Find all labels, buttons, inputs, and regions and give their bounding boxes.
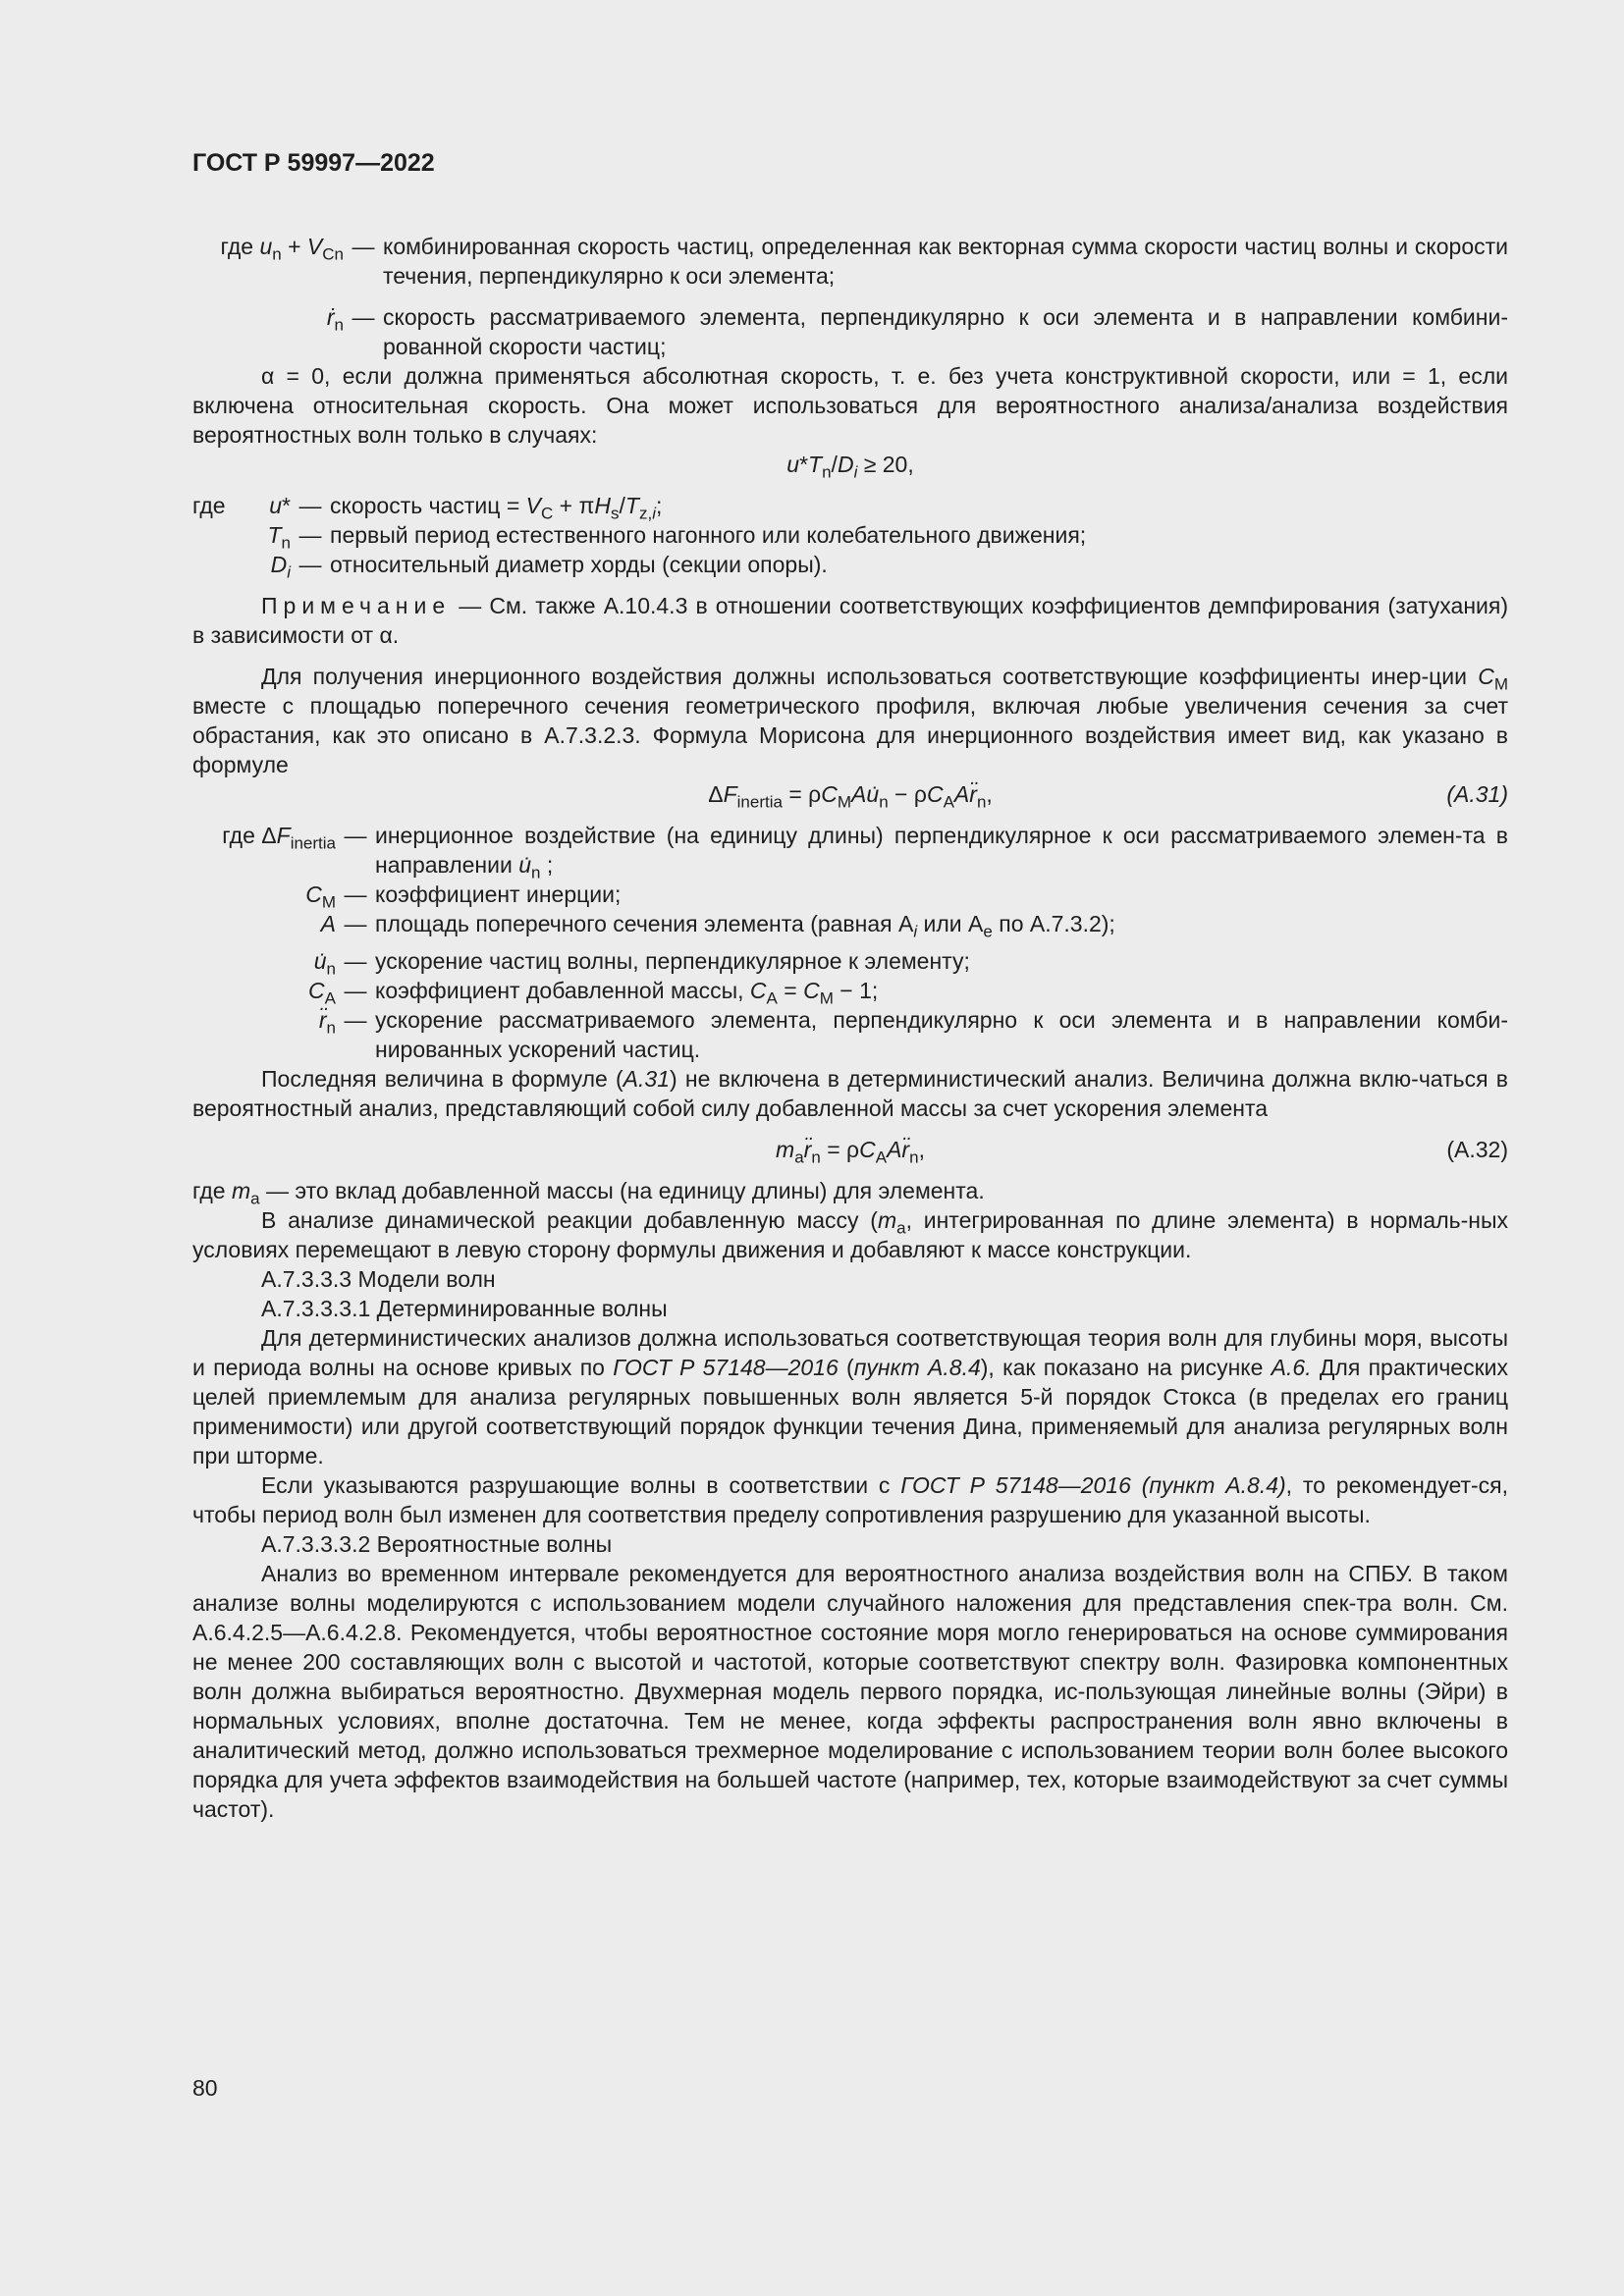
def-text: коэффициент добавленной массы, bbox=[375, 978, 744, 1003]
note-text: — См. также А.10.4.3 в отношении соответствующих коэффициентов демпфирования (затухания) в зависимости от α. bbox=[192, 593, 1508, 648]
paragraph-inertia: Для получения инерционного воздействия должны использоваться соответствующие коэффициенты инер-ции $C_M$ вместе с площадью поперечного сечения геометрического профиля, включая любые увеличения сечения за счет обрастания, как это описано в А.7.3.2.3. Формула Морисона для инерционного воздействия имеет вид, как указано в формуле bbox=[192, 664, 1508, 777]
def-text: комбинированная скорость частиц, определенная как векторная сумма скорости частиц волны и скорости течения, перпендикулярно к оси элемента; bbox=[383, 234, 1508, 289]
def-symbol: ṙ$_n$ bbox=[326, 304, 344, 335]
def-row: где $u_n + V_{Cn}$ — комбинированная скорость частиц, определенная как векторная сумма скорости частиц волны и скорости течения, перпендикулярно к оси элемента; bbox=[192, 232, 1508, 291]
equation-number: (А.32) bbox=[1446, 1137, 1508, 1162]
def-text: инерционное воздействие (на единицу длины) перпендикулярное к оси рассматриваемого элемен-та в направлении bbox=[375, 823, 1508, 878]
def-symbol: где $\Delta F_{inertia}$ bbox=[222, 823, 336, 853]
def-symbol: A bbox=[320, 911, 336, 936]
def-row: где u* — скорость частиц = $V_C + \pi H_s/T_{z,i}$; bbox=[192, 493, 663, 523]
def-row: где $\Delta F_{inertia}$ — инерционное воздействие (на единицу длины) перпендикулярное к оси рассматриваемого элемен-та в направлении $u̇_n$ ; bbox=[192, 821, 1508, 880]
heading-deterministic-waves: А.7.3.3.3.1 Детерминированные волны bbox=[261, 1296, 668, 1321]
def-symbol: $C_M$ bbox=[305, 881, 336, 912]
paragraph-alpha: α = 0, если должна применяться абсолютная скорость, т. е. без учета конструктивной скорости, или = 1, если включена относительная скорость. Она может использоваться для вероятностного анализа/анализа воздействия вероятностных волн только в случаях: bbox=[192, 363, 1508, 448]
def-row: $C_A$ — коэффициент добавленной массы, $C_A = C_M - 1$; bbox=[192, 976, 1508, 1005]
page-number: 80 bbox=[192, 2075, 218, 2101]
def-row: $D_i$ — относительный диаметр хорды (секции опоры). bbox=[192, 550, 1508, 579]
paragraph-dynamic: В анализе динамической реакции добавленную массу ($m_a$, интегрированная по длине элемента) в нормаль-ных условиях перемещают в левую сторону формулы движения и добавляют к массе конструкции. bbox=[192, 1207, 1508, 1262]
paragraph-breaking-waves: Если указываются разрушающие волны в соответствии с ГОСТ Р 57148—2016 (пункт А.8.4), то рекомендует-ся, чтобы период волн был изменен для соответствия пределу сопротивления разрушению для указанной высоты. bbox=[192, 1472, 1509, 1527]
def-text: скорость частиц = bbox=[330, 493, 520, 518]
def-text: относительный диаметр хорды (секции опоры). bbox=[330, 552, 828, 577]
paragraph-ma: где $m_a$ — это вклад добавленной массы (на единицу длины) для элемента. bbox=[192, 1178, 985, 1208]
paragraph-deterministic: Для детерминистических анализов должна использоваться соответствующая теория волн для глубины моря, высоты и периода волны на основе кривых по ГОСТ Р 57148—2016 (пункт А.8.4), как показано на рисунке А.6. Для практических целей приемлемым для анализа регулярных повышенных волн является 5-й порядок Стокса (в пределах его границ применимости) или другой соответствующий порядок функции течения Дина, применяемый для анализа регулярных волн при шторме. bbox=[192, 1325, 1509, 1468]
equation-a31: $\Delta F_{inertia}$ = $\rho C_MAu̇_n$ − $\rho C_AAr̈_n$, (A.31) bbox=[708, 781, 1508, 812]
def-row: $C_M$ — коэффициент инерции; bbox=[192, 880, 1508, 909]
document-header: ГОСТ Р 59997—2022 bbox=[192, 149, 435, 177]
where-label: где bbox=[192, 493, 226, 518]
paragraph-last-value: Последняя величина в формуле (А.31) не включена в детерминистический анализ. Величина должна вклю-чаться в вероятностный анализ, представляющий собой силу добавленной массы за счет ускорения элемента bbox=[192, 1066, 1508, 1121]
def-text: скорость рассматриваемого элемента, перпендикулярно к оси элемента и в направлении комбини-рованной скорости частиц; bbox=[383, 304, 1508, 359]
def-text: ускорение рассматриваемого элемента, перпендикулярно к оси элемента и в направлении комби-нированных ускорений частиц. bbox=[375, 1007, 1508, 1062]
def-row: A — площадь поперечного сечения элемента (равная $A_i$ или $A_e$ по А.7.3.2); bbox=[192, 909, 1508, 938]
def-text: ускорение частиц волны, перпендикулярное к элементу; bbox=[375, 948, 970, 974]
def-symbol: где $u_n + V_{Cn}$ bbox=[220, 234, 344, 264]
def-text: первый период естественного нагонного или колебательного движения; bbox=[330, 522, 1087, 548]
def-row: $u̇_n$ — ускорение частиц волны, перпендикулярное к элементу; bbox=[192, 946, 1508, 976]
formula-condition: $u*T_n/D_i \ge 20$, bbox=[786, 452, 914, 482]
def-row: $T_n$ — первый период естественного нагонного или колебательного движения; bbox=[192, 520, 1508, 550]
note bbox=[192, 591, 1508, 650]
equation-a32: $m_ar̈_n$ = $\rho C_AAr̈_n$, (А.32) bbox=[776, 1137, 1508, 1167]
equation-number: (A.31) bbox=[1446, 781, 1508, 807]
def-row: ṙ$_n$ — скорость рассматриваемого элемента, перпендикулярно к оси элемента и в направлении комбини-рованной скорости частиц; bbox=[192, 302, 1508, 361]
def-symbol: $u̇_n$ bbox=[313, 948, 336, 979]
document-body bbox=[192, 232, 1508, 1824]
def-symbol: $D_i$ bbox=[270, 552, 291, 582]
document-page bbox=[192, 0, 1508, 2296]
def-row: $r̈_n$ — ускорение рассматриваемого элемента, перпендикулярно к оси элемента и в направлении комби-нированных ускорений частиц. bbox=[192, 1005, 1508, 1064]
def-symbol: $T_n$ bbox=[267, 522, 291, 553]
heading-wave-models: А.7.3.3.3 Модели волн bbox=[261, 1266, 496, 1292]
note-label: Примечание bbox=[261, 593, 452, 618]
def-text: коэффициент инерции; bbox=[375, 881, 622, 907]
heading-probabilistic-waves: А.7.3.3.3.2 Вероятностные волны bbox=[261, 1531, 613, 1557]
def-symbol: $C_A$ bbox=[308, 978, 336, 1008]
def-text: площадь поперечного сечения элемента (равная bbox=[375, 911, 893, 936]
def-symbol: $r̈_n$ bbox=[318, 1007, 336, 1038]
paragraph-probabilistic: Анализ во временном интервале рекомендуется для вероятностного анализа воздействия волн на СПБУ. В таком анализе волны моделируются с использованием модели случайного наложения для представления спек-тра волн. См. А.6.4.2.5—А.6.4.2.8. Рекомендуется, чтобы вероятностное состояние моря могло генерироваться на основе суммирования не менее 200 составляющих волн с высотой и частотой, которые соответствуют спектру волн. Фазировка компонентных волн должна выбираться вероятностно. Двухмерная модель первого порядка, ис-пользующая линейные волны (Эйри) в нормальных условиях, вполне достаточна. Тем не менее, когда эффекты распространения волн явно включены в аналитический метод, должно использоваться трехмерное моделирование с использованием теории волн более высокого порядка для учета эффектов взаимодействия на большей частоте (например, тех, которые взаимодействуют за счет суммы частот). bbox=[192, 1561, 1508, 1822]
def-symbol: u* bbox=[269, 493, 291, 518]
